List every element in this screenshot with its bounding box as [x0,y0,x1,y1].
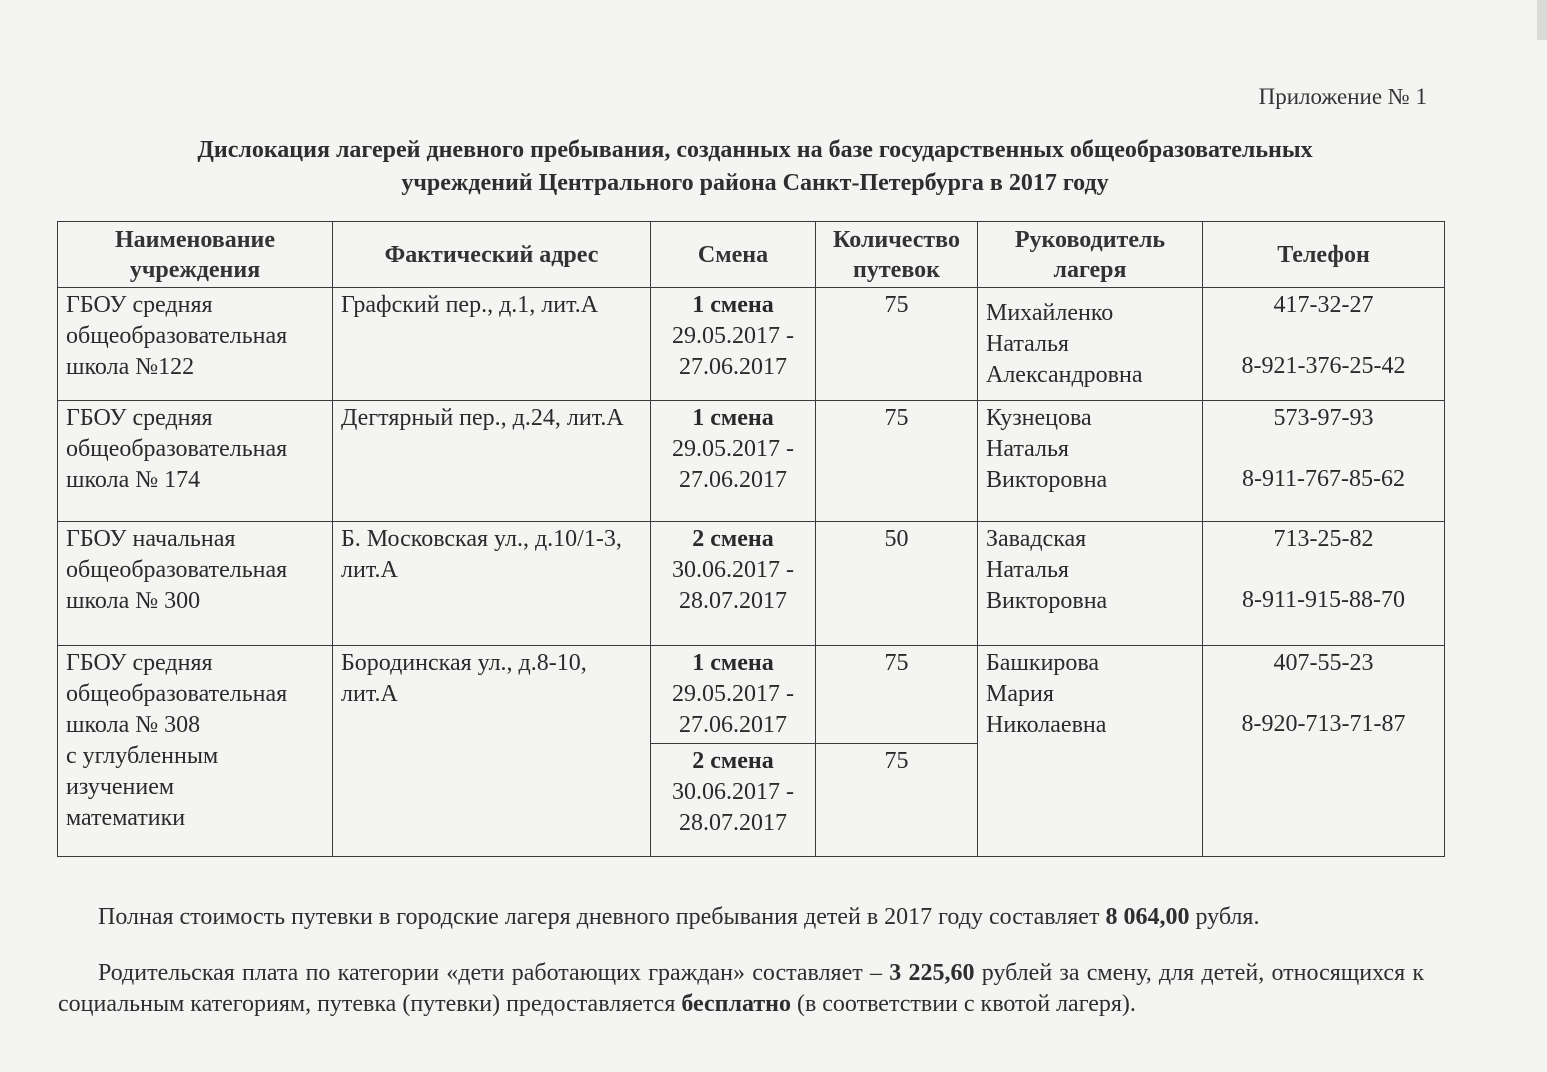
phone-number: 417-32-27 [1273,292,1374,318]
shift-label: 1 смена [692,405,774,431]
manager-line: Наталья [986,436,1069,462]
shift-dates: 27.06.2017 [679,467,787,493]
institution-line: общеобразовательная [66,681,288,707]
parent-fee-value: 3 225,60 [889,960,975,986]
shift-dates: 27.06.2017 [679,354,787,380]
cell-shift [651,401,816,522]
cell-institution [58,401,333,522]
shift-label: 1 смена [692,292,774,318]
cell-shift [651,522,816,646]
institution-line: изучением [66,774,175,800]
full-cost-value: 8 064,00 [1105,904,1190,930]
shift-dates: 28.07.2017 [679,810,787,836]
institution-line: общеобразовательная [66,436,288,462]
manager-line: Викторовна [986,588,1108,614]
appendix-label: Приложение № 1 [1258,84,1427,109]
phone-number: 8-911-915-88-70 [1241,587,1406,613]
header-manager: Руководитель лагеря [978,222,1203,288]
cell-phone [1203,522,1445,646]
institution-line: школа №122 [66,354,195,380]
cell-manager [978,401,1203,522]
header-shift: Смена [651,222,816,288]
manager-line: Башкирова [986,650,1100,676]
cell-voucher-count: 75 [816,288,978,401]
shift-dates: 29.05.2017 - [672,681,794,707]
table-row [58,646,1445,744]
shift-dates: 29.05.2017 - [672,323,794,349]
cell-phone [1203,401,1445,522]
manager-line: Мария [986,681,1054,707]
cell-manager [978,522,1203,646]
manager-line: Николаевна [986,712,1107,738]
institution-line: школа № 174 [66,467,201,493]
shift-dates: 29.05.2017 - [672,436,794,462]
camps-table [57,221,1445,857]
cell-address: Б. Московская ул., д.10/1-3, лит.А [333,522,651,646]
manager-line: Александровна [986,362,1143,388]
cell-voucher-count: 75 [816,401,978,522]
institution-line: общеобразовательная [66,557,288,583]
institution-line: с углубленным [66,743,219,769]
table-row [58,288,1445,401]
institution-line: общеобразовательная [66,323,288,349]
manager-line: Наталья [986,557,1069,583]
cell-phone [1203,288,1445,401]
manager-line: Завадская [986,526,1087,552]
cell-voucher-count: 75 [816,646,978,744]
parent-fee-paragraph: Родительская плата по категории «дети работающих граждан» составляет – 3 225,60 рублей за смену, для детей, относящихся к социальным категориям, путевка (путевки) предоставляется бесплатно (в соответствии с квотой лагеря). [58,960,1425,1017]
shift-dates: 30.06.2017 - [672,779,794,805]
institution-line: школа № 308 [66,712,201,738]
cell-voucher-count: 50 [816,522,978,646]
manager-line: Наталья [986,331,1069,357]
header-institution: Наименование учреждения [58,222,333,288]
phone-number: 713-25-82 [1273,526,1374,552]
header-address: Фактический адрес [333,222,651,288]
phone-number: 8-920-713-71-87 [1241,711,1406,737]
cell-address: Графский пер., д.1, лит.А [333,288,651,401]
manager-line: Кузнецова [986,405,1092,431]
cell-institution [58,646,333,857]
cell-institution [58,288,333,401]
phone-number: 8-921-376-25-42 [1241,353,1406,379]
full-cost-paragraph: Полная стоимость путевки в городские лагеря дневного пребывания детей в 2017 году составляет 8 064,00 рубля. [98,904,1260,930]
header-count: Количество путевок [816,222,978,288]
cell-phone [1203,646,1445,857]
header-phone: Телефон [1203,222,1445,288]
shift-label: 2 смена [692,526,774,552]
institution-line: ГБОУ начальная [66,526,236,552]
manager-line: Викторовна [986,467,1108,493]
shift-label: 2 смена [692,748,774,774]
phone-number: 8-911-767-85-62 [1241,466,1406,492]
title-line-1: Дислокация лагерей дневного пребывания, созданных на базе государственных общеобразовательных [197,137,1313,163]
cell-address: Дегтярный пер., д.24, лит.А [333,401,651,522]
cell-shift [651,744,816,857]
table-row [58,522,1445,646]
institution-line: школа № 300 [66,588,201,614]
scan-edge-mark [1537,0,1547,40]
shift-label: 1 смена [692,650,774,676]
manager-line: Михайленко [986,300,1114,326]
shift-dates: 30.06.2017 - [672,557,794,583]
cell-manager [978,646,1203,857]
table-header-row [58,222,1445,288]
cell-shift [651,288,816,401]
cell-voucher-count: 75 [816,744,978,857]
free-label: бесплатно [681,991,791,1017]
title-line-2: учреждений Центрального района Санкт-Петербурга в 2017 году [401,170,1109,196]
cell-manager [978,288,1203,401]
document-title [60,134,1450,200]
institution-line: ГБОУ средняя [66,405,213,431]
institution-line: математики [66,805,186,831]
table-row [58,401,1445,522]
shift-dates: 28.07.2017 [679,588,787,614]
cell-shift [651,646,816,744]
phone-number: 407-55-23 [1273,650,1374,676]
cell-address: Бородинская ул., д.8-10, лит.А [333,646,651,857]
cell-institution [58,522,333,646]
shift-dates: 27.06.2017 [679,712,787,738]
table-body [58,288,1445,857]
institution-line: ГБОУ средняя [66,650,213,676]
phone-number: 573-97-93 [1273,405,1374,431]
institution-line: ГБОУ средняя [66,292,213,318]
